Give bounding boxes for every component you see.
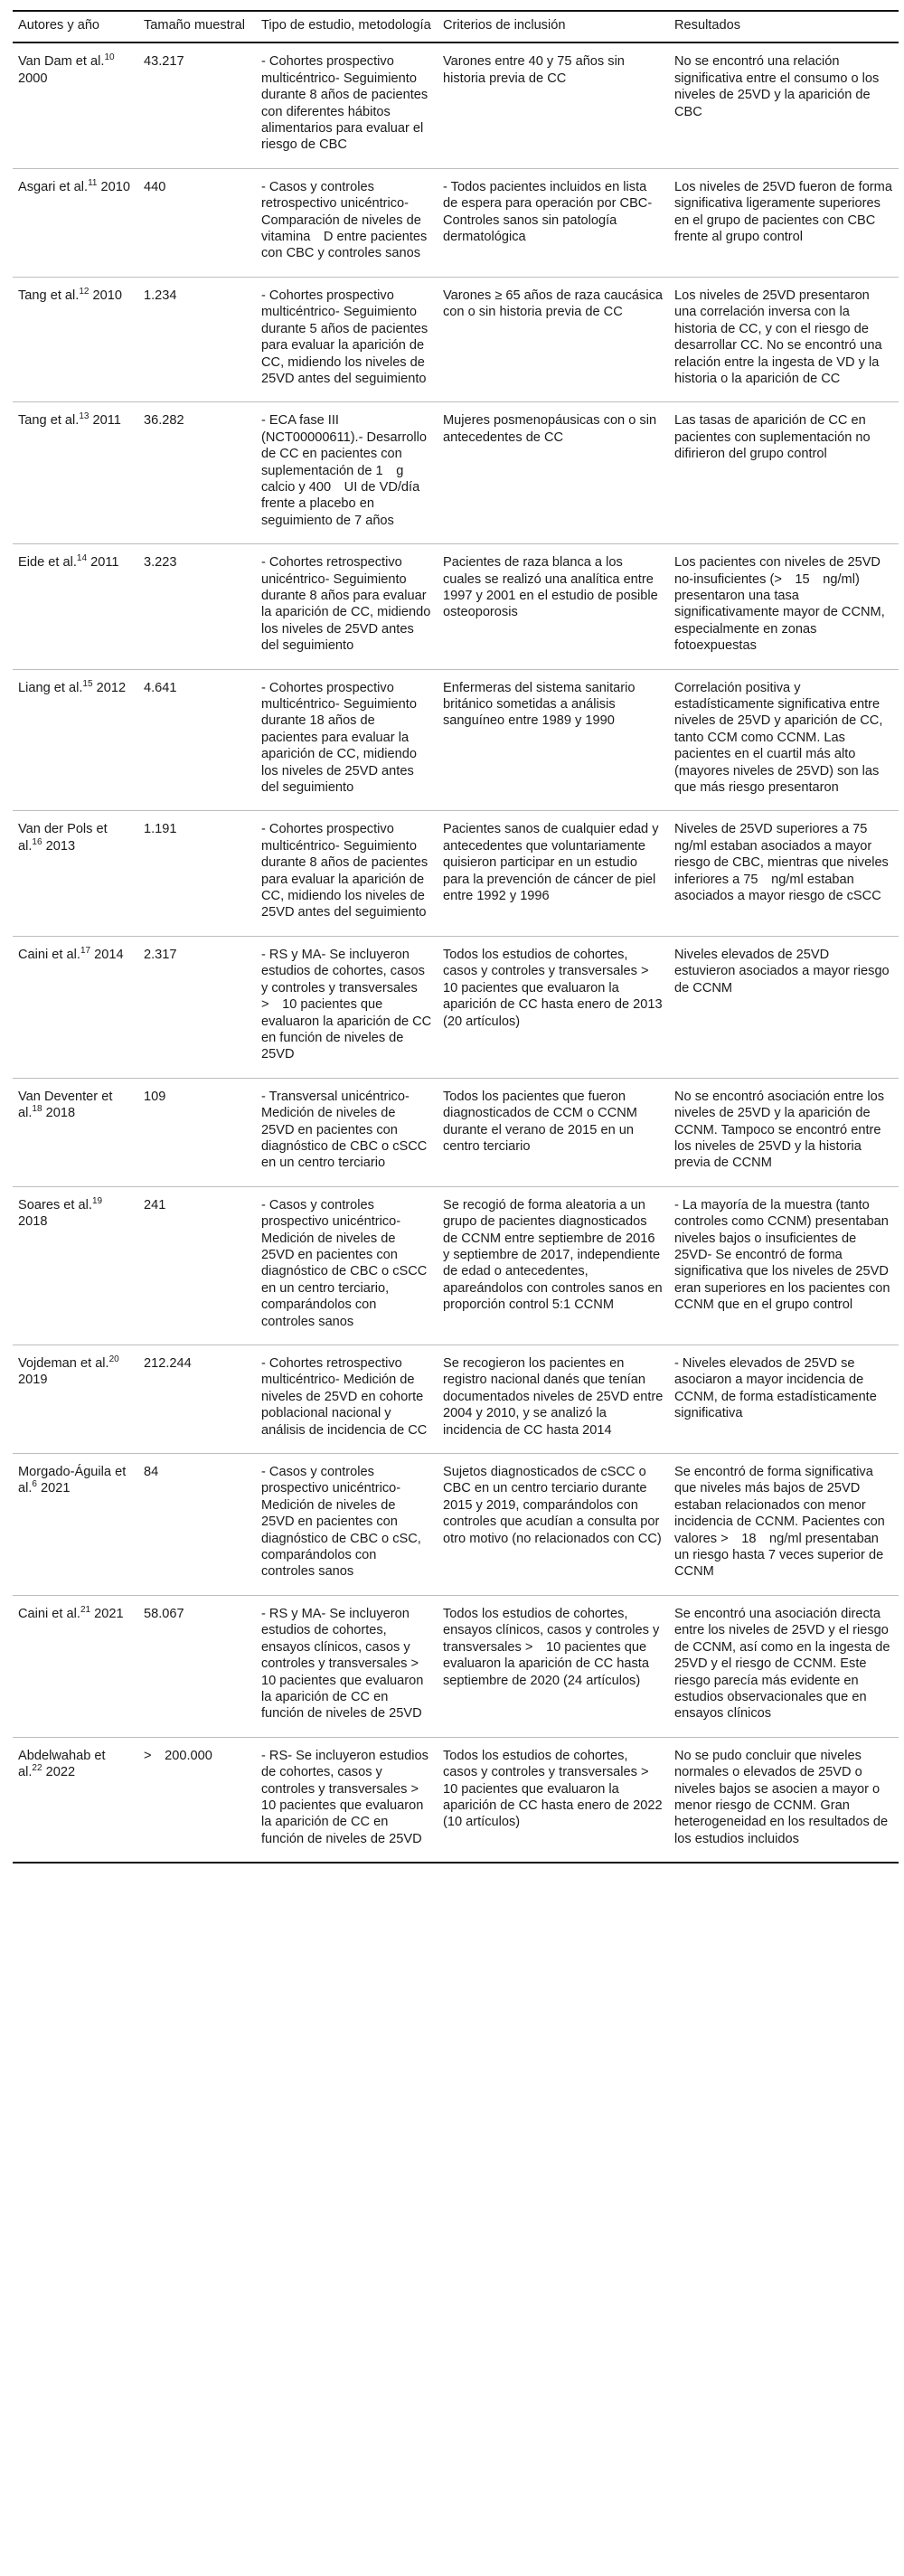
reference-number: 15 <box>82 678 93 689</box>
study-year: 2018 <box>18 1214 48 1230</box>
cell-authors-year <box>13 1737 138 1863</box>
cell-authors-year <box>13 168 138 277</box>
cell-inclusion-criteria: - Todos pacientes incluidos en lista de espera para operación por CBC- Controles sanos sin patología dermatológica <box>438 168 669 277</box>
cell-study-type: - Cohortes prospectivo multicéntrico- Seguimiento durante 8 años de pacientes con diferentes hábitos alimentarios para evaluar el riesgo de CBC <box>256 42 438 168</box>
cell-sample-size: 36.282 <box>138 402 256 544</box>
cell-inclusion-criteria: Se recogieron los pacientes en registro nacional danés que tenían documentados niveles de 25VD entre 2004 y 2010, y se analizó la incidencia de CC hasta 2014 <box>438 1345 669 1454</box>
cell-sample-size: 2.317 <box>138 936 256 1078</box>
study-year: 2011 <box>90 555 119 571</box>
study-year: 2019 <box>18 1373 48 1388</box>
table-row <box>13 1078 899 1186</box>
cell-sample-size: 84 <box>138 1454 256 1596</box>
cell-study-type: - RS- Se incluyeron estudios de cohortes, casos y controles y transversales > 10 pacientes que evaluaron la aparición de CC en función de niveles de 25VD <box>256 1737 438 1863</box>
cell-study-type: - Cohortes prospectivo multicéntrico- Seguimiento durante 18 años de pacientes para evaluar la aparición de CC, midiendo los niveles de 25VD antes del seguimiento <box>256 669 438 811</box>
author-name: Eide et al. <box>18 555 77 571</box>
study-year: 2010 <box>100 179 130 194</box>
cell-inclusion-criteria: Todos los pacientes que fueron diagnosticados de CCM o CCNM durante el verano de 2015 en un centro terciario <box>438 1078 669 1186</box>
reference-number: 20 <box>108 1354 119 1364</box>
header-sample-size: Tamaño muestral <box>138 11 256 42</box>
cell-results: Se encontró de forma significativa que niveles más bajos de 25VD estaban relacionados con menor incidencia de CCNM. Pacientes con valores > 18 ng/ml presentaban un riesgo hasta 7 veces superior de CCNM <box>669 1454 899 1596</box>
table-row <box>13 1737 899 1863</box>
cell-study-type: - Cohortes retrospectivo multicéntrico- Medición de niveles de 25VD en cohorte poblacional nacional y análisis de incidencia de CC <box>256 1345 438 1454</box>
author-name: Asgari et al. <box>18 179 89 194</box>
cell-study-type: - Casos y controles prospectivo unicéntrico- Medición de niveles de 25VD en pacientes con diagnóstico de CBC o cSC, comparándolos con controles sanos <box>256 1454 438 1596</box>
cell-results: Los pacientes con niveles de 25VD no-insuficientes (> 15 ng/ml) presentaron una tasa significativamente mayor de CCNM, especialmente en zonas fotoexpuestas <box>669 544 899 669</box>
cell-inclusion-criteria: Pacientes sanos de cualquier edad y antecedentes que voluntariamente quisieron participar en un estudio para la prevención de cáncer de piel entre 1992 y 1996 <box>438 811 669 936</box>
cell-authors-year <box>13 1595 138 1737</box>
cell-results: No se pudo concluir que niveles normales o elevados de 25VD o niveles bajos se asocien a mayor o menor riesgo de CCNM. Gran heterogeneidad en los resultados de los estudios incluidos <box>669 1737 899 1863</box>
study-year: 2021 <box>41 1481 71 1496</box>
reference-number: 11 <box>88 177 98 188</box>
cell-results: No se encontró una relación significativa entre el consumo o los niveles de 25VD y la aparición de CBC <box>669 42 899 168</box>
cell-results: Se encontró una asociación directa entre los niveles de 25VD y el riesgo de CCNM, así como en la ingesta de 25VD y el riesgo de CCNM. Este riesgo parecía más evidente en estudios observacionales que en ensayos clínicos <box>669 1595 899 1737</box>
cell-results: Niveles elevados de 25VD estuvieron asociados a mayor riesgo de CCNM <box>669 936 899 1078</box>
header-authors-year: Autores y año <box>13 11 138 42</box>
author-name: Tang et al. <box>18 413 80 429</box>
cell-inclusion-criteria: Todos los estudios de cohortes, casos y controles y transversales > 10 pacientes que evaluaron la aparición de CC hasta enero de 2022 (10 artículos) <box>438 1737 669 1863</box>
table-row <box>13 936 899 1078</box>
cell-authors-year <box>13 1454 138 1596</box>
study-year: 2000 <box>18 71 48 86</box>
table-row <box>13 669 899 811</box>
author-name: Morgado-Águila et al. <box>18 1465 127 1496</box>
reference-number: 6 <box>32 1479 37 1490</box>
cell-sample-size: 212.244 <box>138 1345 256 1454</box>
study-year: 2010 <box>92 288 122 303</box>
cell-sample-size: 109 <box>138 1078 256 1186</box>
cell-results: Los niveles de 25VD presentaron una correlación inversa con la historia de CC, y con el riesgo de desarrollar CC. No se encontró una relación entre la ingesta de VD y la historia o la aparición de CC <box>669 277 899 401</box>
header-study-type: Tipo de estudio, metodología <box>256 11 438 42</box>
cell-results: - La mayoría de la muestra (tanto controles como CCNM) presentaban niveles bajos o insuficientes de 25VD- Se encontró de forma significativa que los niveles de 25VD eran superiores en los pacientes con CCNM que en el grupo control <box>669 1186 899 1345</box>
reference-number: 13 <box>79 411 89 422</box>
table-row <box>13 168 899 277</box>
cell-results: No se encontró asociación entre los niveles de 25VD y la aparición de CCNM. Tampoco se encontró entre los niveles de 25VD y la historia previa de CCNM <box>669 1078 899 1186</box>
author-name: Vojdeman et al. <box>18 1356 109 1371</box>
header-inclusion-criteria: Criterios de inclusión <box>438 11 669 42</box>
cell-authors-year <box>13 1345 138 1454</box>
header-results: Resultados <box>669 11 899 42</box>
reference-number: 21 <box>80 1604 91 1615</box>
study-year: 2012 <box>96 680 127 695</box>
cell-inclusion-criteria: Se recogió de forma aleatoria a un grupo de pacientes diagnosticados de CCNM entre septiembre de 2016 y septiembre de 2017, independiente de edad o antecedentes, apareándolos con controles sanos en proporción control 5:1 CCNM <box>438 1186 669 1345</box>
cell-sample-size: 1.234 <box>138 277 256 401</box>
table-row <box>13 277 899 401</box>
cell-study-type: - RS y MA- Se incluyeron estudios de cohortes, casos y controles y transversales > 10 pacientes que evaluaron la aparición de CC en función de niveles de 25VD <box>256 936 438 1078</box>
study-year: 2022 <box>45 1765 76 1780</box>
table-row <box>13 1186 899 1345</box>
author-name: Tang et al. <box>18 288 80 303</box>
cell-study-type: - Casos y controles prospectivo unicéntrico- Medición de niveles de 25VD en pacientes con diagnóstico de CBC o cSCC en un centro terciario, comparándolos con controles sanos <box>256 1186 438 1345</box>
cell-sample-size: 241 <box>138 1186 256 1345</box>
table-row <box>13 1454 899 1596</box>
cell-sample-size: 3.223 <box>138 544 256 669</box>
studies-table <box>13 10 899 1864</box>
cell-inclusion-criteria: Varones ≥ 65 años de raza caucásica con o sin historia previa de CC <box>438 277 669 401</box>
cell-inclusion-criteria: Enfermeras del sistema sanitario británico sometidas a análisis sanguíneo entre 1989 y 1990 <box>438 669 669 811</box>
cell-results: Las tasas de aparición de CC en pacientes con suplementación no difirieron del grupo control <box>669 402 899 544</box>
author-name: Liang et al. <box>18 680 83 695</box>
cell-inclusion-criteria: Todos los estudios de cohortes, casos y controles y transversales > 10 pacientes que evaluaron la aparición de CC hasta enero de 2013 (20 artículos) <box>438 936 669 1078</box>
study-year: 2011 <box>92 413 121 429</box>
reference-number: 22 <box>32 1763 42 1774</box>
author-name: Soares et al. <box>18 1197 92 1213</box>
reference-number: 18 <box>32 1104 42 1115</box>
cell-results: Los niveles de 25VD fueron de forma significativa ligeramente superiores en el grupo de pacientes con CBC frente al grupo control <box>669 168 899 277</box>
reference-number: 10 <box>104 52 115 63</box>
cell-authors-year <box>13 936 138 1078</box>
cell-authors-year <box>13 669 138 811</box>
cell-inclusion-criteria: Todos los estudios de cohortes, ensayos clínicos, casos y controles y transversales > 10 pacientes que evaluaron la aparición de CC hasta septiembre de 2020 (24 artículos) <box>438 1595 669 1737</box>
author-name: Caini et al. <box>18 947 80 962</box>
author-name: Van der Pols et al. <box>18 822 108 854</box>
author-name: Van Dam et al. <box>18 54 105 70</box>
cell-study-type: - ECA fase III (NCT00000611).- Desarrollo de CC en pacientes con suplementación de 1 g calcio y 400 UI de VD/día frente a placebo en seguimiento de 7 años <box>256 402 438 544</box>
cell-inclusion-criteria: Pacientes de raza blanca a los cuales se realizó una analítica entre 1997 y 2001 en el estudio de posible osteoporosis <box>438 544 669 669</box>
cell-results: Correlación positiva y estadísticamente significativa entre niveles de 25VD y aparición de CC, tanto CCM como CCNM. Las pacientes en el cuartil más alto (mayores niveles de 25VD) son las que más riesgo presentaron <box>669 669 899 811</box>
table-row <box>13 811 899 936</box>
table-row <box>13 1595 899 1737</box>
cell-study-type: - Cohortes retrospectivo unicéntrico- Seguimiento durante 8 años para evaluar la aparición de CC, midiendo los niveles de 25VD antes del seguimiento <box>256 544 438 669</box>
study-year: 2014 <box>94 947 124 962</box>
table-row <box>13 544 899 669</box>
reference-number: 12 <box>79 286 89 297</box>
cell-results: Niveles de 25VD superiores a 75 ng/ml estaban asociados a mayor riesgo de CBC, mientras que niveles inferiores a 75 ng/ml estaban asociados a mayor riesgo de cSCC <box>669 811 899 936</box>
author-name: Caini et al. <box>18 1606 80 1621</box>
table-body <box>13 42 899 1863</box>
cell-sample-size: 440 <box>138 168 256 277</box>
header-row <box>13 11 899 42</box>
cell-authors-year <box>13 277 138 401</box>
cell-sample-size: > 200.000 <box>138 1737 256 1863</box>
cell-study-type: - Cohortes prospectivo multicéntrico- Seguimiento durante 8 años de pacientes para evaluar la aparición de CC, midiendo los niveles de 25VD antes del seguimiento <box>256 811 438 936</box>
cell-results: - Niveles elevados de 25VD se asociaron a mayor incidencia de CCNM, de forma estadísticamente significativa <box>669 1345 899 1454</box>
study-year: 2018 <box>45 1106 76 1121</box>
author-name: Abdelwahab et al. <box>18 1748 106 1780</box>
reference-number: 16 <box>32 836 42 847</box>
cell-authors-year <box>13 811 138 936</box>
cell-sample-size: 4.641 <box>138 669 256 811</box>
cell-inclusion-criteria: Sujetos diagnosticados de cSCC o CBC en un centro terciario durante 2015 y 2019, comparándolos con controles que acudían a consulta por otro motivo (no relacionados con CC) <box>438 1454 669 1596</box>
cell-authors-year <box>13 1186 138 1345</box>
cell-authors-year <box>13 42 138 168</box>
study-year: 2013 <box>45 838 76 854</box>
cell-study-type: - Cohortes prospectivo multicéntrico- Seguimiento durante 5 años de pacientes para evaluar la aparición de CC, midiendo los niveles de 25VD antes del seguimiento <box>256 277 438 401</box>
cell-authors-year <box>13 544 138 669</box>
cell-inclusion-criteria: Varones entre 40 y 75 años sin historia previa de CC <box>438 42 669 168</box>
author-name: Van Deventer et al. <box>18 1089 113 1121</box>
cell-sample-size: 43.217 <box>138 42 256 168</box>
table-header <box>13 11 899 42</box>
cell-authors-year <box>13 1078 138 1186</box>
table-row <box>13 402 899 544</box>
cell-study-type: - Transversal unicéntrico- Medición de niveles de 25VD en pacientes con diagnóstico de CBC o cSCC en un centro terciario <box>256 1078 438 1186</box>
table-row <box>13 1345 899 1454</box>
reference-number: 19 <box>91 1195 103 1206</box>
study-year: 2021 <box>94 1606 124 1621</box>
reference-number: 14 <box>76 553 88 564</box>
cell-sample-size: 58.067 <box>138 1595 256 1737</box>
cell-sample-size: 1.191 <box>138 811 256 936</box>
reference-number: 17 <box>80 945 91 956</box>
table-row <box>13 42 899 168</box>
cell-study-type: - RS y MA- Se incluyeron estudios de cohortes, ensayos clínicos, casos y controles y transversales > 10 pacientes que evaluaron la aparición de CC en función de niveles de 25VD <box>256 1595 438 1737</box>
cell-authors-year <box>13 402 138 544</box>
cell-inclusion-criteria: Mujeres posmenopáusicas con o sin antecedentes de CC <box>438 402 669 544</box>
cell-study-type: - Casos y controles retrospectivo unicéntrico- Comparación de niveles de vitamina D entre pacientes con CBC y controles sanos <box>256 168 438 277</box>
